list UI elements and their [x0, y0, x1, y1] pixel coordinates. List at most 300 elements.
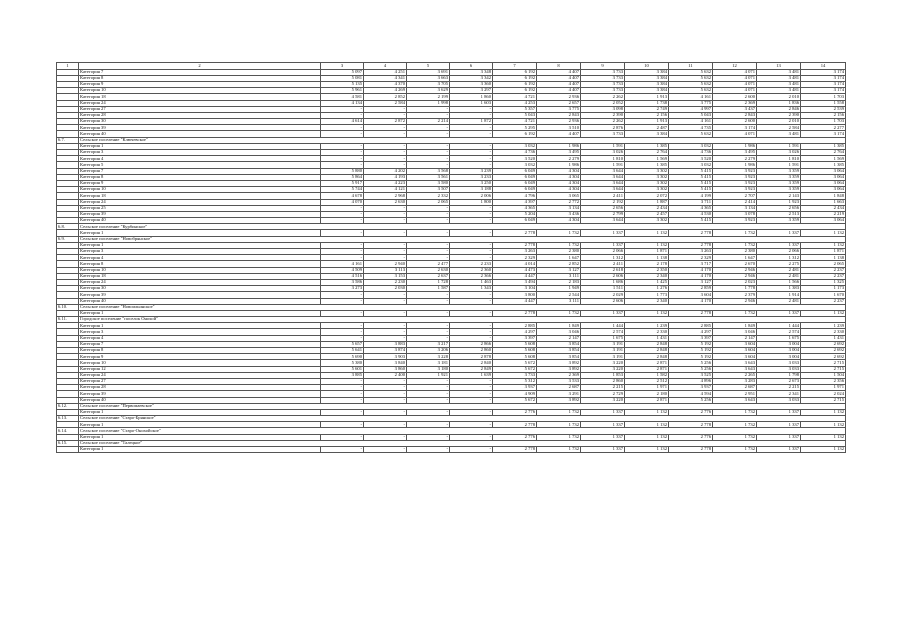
value-cell: 2 885 [669, 323, 713, 329]
value-cell: 2 630 [407, 267, 450, 273]
value-cell: 3 104 [493, 286, 537, 292]
category-label: Категория 1 [79, 422, 321, 428]
column-number-header: 11 [669, 63, 713, 70]
value-cell: 1 732 [537, 310, 581, 316]
value-cell: 1 675 [757, 335, 801, 341]
value-cell: 1 337 [757, 230, 801, 236]
value-cell: 2 380 [537, 249, 581, 255]
value-cell: - [407, 125, 450, 131]
value-cell: 3 174 [801, 131, 846, 137]
value-cell: 1 337 [581, 447, 625, 453]
category-label: Категория 3 [79, 249, 321, 255]
value-cell: 3 359 [757, 187, 801, 193]
value-cell: 2 618 [581, 267, 625, 273]
value-cell: 1 239 [801, 323, 846, 329]
value-cell: 1 132 [801, 310, 846, 316]
value-cell: 1 132 [625, 230, 669, 236]
category-label: Категория 1 [79, 310, 321, 316]
value-cell: 5 632 [669, 131, 713, 137]
value-cell: - [407, 150, 450, 156]
value-cell: 3 800 [493, 292, 537, 298]
value-cell: - [450, 422, 493, 428]
value-cell: 5 601 [321, 366, 364, 372]
value-cell: - [321, 106, 364, 112]
value-cell: 1 949 [537, 286, 581, 292]
value-cell: 1 132 [625, 310, 669, 316]
value-cell: - [364, 211, 407, 217]
table-row [57, 447, 846, 453]
value-cell: 3 228 [407, 354, 450, 360]
value-cell: 5 415 [669, 168, 713, 174]
value-cell: 1 732 [537, 434, 581, 440]
value-cell: 5 312 [493, 378, 537, 384]
value-cell: 5 880 [321, 168, 364, 174]
value-cell: 3 113 [364, 267, 407, 273]
value-cell: 5 192 [669, 354, 713, 360]
value-cell: - [364, 310, 407, 316]
value-cell: 1 337 [757, 242, 801, 248]
value-cell: 1 591 [581, 143, 625, 149]
value-cell: - [364, 230, 407, 236]
value-cell: 3 134 [537, 205, 581, 211]
value-cell: 2 192 [581, 199, 625, 205]
value-cell: 2 215 [757, 385, 801, 391]
column-number-header: 12 [713, 63, 757, 70]
value-cell: 1 276 [625, 286, 669, 292]
value-cell: - [450, 211, 493, 217]
value-cell: 2 180 [625, 391, 669, 397]
value-cell: 3 854 [537, 341, 581, 347]
value-cell: 4 509 [321, 267, 364, 273]
value-cell: - [321, 143, 364, 149]
section-number: 6.7. [57, 137, 79, 143]
value-cell: 2 630 [364, 199, 407, 205]
value-cell: 6 049 [493, 174, 537, 180]
value-cell: 2 369 [713, 100, 757, 106]
section-number: 6.9. [57, 236, 79, 242]
value-cell: 2 871 [625, 360, 669, 366]
value-cell: 3 064 [801, 187, 846, 193]
value-cell: 2 219 [801, 211, 846, 217]
value-cell: 2 776 [669, 409, 713, 415]
value-cell: - [407, 249, 450, 255]
value-cell: 4 447 [493, 298, 537, 304]
value-cell: 3 923 [713, 174, 757, 180]
value-cell: - [321, 125, 364, 131]
category-label: Категория 39 [79, 211, 321, 217]
value-cell: 4 909 [493, 391, 537, 397]
value-cell: 2 024 [801, 391, 846, 397]
value-cell: 2 156 [801, 112, 846, 118]
value-cell: 3 111 [537, 273, 581, 279]
value-cell: 4 161 [321, 261, 364, 267]
value-cell: 4 199 [669, 193, 713, 199]
value-cell: 4 407 [537, 75, 581, 81]
value-cell: 2 330 [625, 329, 669, 335]
category-label: Категория 1 [79, 143, 321, 149]
value-cell: - [321, 409, 364, 415]
value-cell: 3 586 [321, 279, 364, 285]
value-cell: 2 237 [801, 267, 846, 273]
value-cell: 2 776 [493, 409, 537, 415]
value-cell: 2 692 [801, 354, 846, 360]
value-cell: - [450, 249, 493, 255]
value-cell: 3 302 [625, 187, 669, 193]
value-cell: - [407, 447, 450, 453]
value-cell: 6 049 [493, 180, 537, 186]
value-cell: 4 407 [537, 81, 581, 87]
value-cell: 3 644 [581, 187, 625, 193]
value-cell: - [364, 422, 407, 428]
value-cell: 2 360 [450, 267, 493, 273]
value-cell: 1 773 [625, 292, 669, 298]
value-cell: - [450, 106, 493, 112]
value-cell: - [450, 143, 493, 149]
value-cell: 3 644 [581, 218, 625, 224]
value-cell: 2 778 [669, 310, 713, 316]
value-cell: 2 512 [625, 378, 669, 384]
value-cell: 3 384 [625, 131, 669, 137]
value-cell: 1 675 [581, 335, 625, 341]
value-cell: 3 860 [364, 366, 407, 372]
value-cell: 2 147 [713, 335, 757, 341]
value-cell: 3 397 [493, 335, 537, 341]
value-cell: 2 366 [450, 273, 493, 279]
category-label: Категория 1 [79, 242, 321, 248]
value-cell: 2 860 [581, 378, 625, 384]
category-label: Категория 4 [79, 335, 321, 341]
value-cell: 2 764 [801, 150, 846, 156]
value-cell: 3 033 [757, 397, 801, 403]
value-cell: 4 269 [364, 88, 407, 94]
value-cell: - [450, 218, 493, 224]
value-cell: 2 946 [713, 267, 757, 273]
value-cell: 1 566 [757, 279, 801, 285]
value-cell: - [450, 385, 493, 391]
value-cell: 3 191 [581, 354, 625, 360]
value-cell: - [407, 397, 450, 403]
value-cell: 1 337 [757, 434, 801, 440]
value-cell: 2 434 [801, 205, 846, 211]
value-cell: - [321, 378, 364, 384]
value-cell: - [364, 409, 407, 415]
value-cell: 3 663 [407, 75, 450, 81]
value-cell: 4 365 [669, 205, 713, 211]
value-cell: 2 878 [450, 354, 493, 360]
value-cell: 2 356 [801, 378, 846, 384]
value-cell: 1 444 [757, 323, 801, 329]
section-number: 6.10. [57, 304, 79, 310]
value-cell: 4 736 [669, 150, 713, 156]
value-cell: 1 132 [625, 434, 669, 440]
category-label: Категория 39 [79, 292, 321, 298]
value-cell: 2 778 [669, 447, 713, 453]
value-cell: 4 896 [669, 378, 713, 384]
value-cell: 2 778 [669, 242, 713, 248]
value-cell: - [364, 397, 407, 403]
value-cell: - [407, 409, 450, 415]
value-cell: - [321, 391, 364, 397]
value-cell: 1 591 [757, 162, 801, 168]
value-cell: 3 263 [493, 249, 537, 255]
value-cell: 3 629 [407, 88, 450, 94]
value-cell: - [321, 150, 364, 156]
value-cell: 3 892 [537, 360, 581, 366]
value-cell: 2 065 [801, 261, 846, 267]
value-cell: 3 302 [625, 168, 669, 174]
value-cell: 3 481 [757, 88, 801, 94]
value-cell: - [321, 298, 364, 304]
value-cell: 4 304 [537, 218, 581, 224]
value-cell: - [407, 298, 450, 304]
value-cell: 2 477 [407, 261, 450, 267]
value-cell: 2 656 [757, 205, 801, 211]
value-cell: 3 273 [321, 286, 364, 292]
value-cell: 3 206 [407, 348, 450, 354]
value-cell: 3 775 [537, 106, 581, 112]
category-label: Категория 40 [79, 397, 321, 403]
value-cell: - [450, 156, 493, 162]
value-cell: 5 097 [321, 69, 364, 75]
value-cell: 5 192 [669, 341, 713, 347]
value-cell: - [407, 255, 450, 261]
value-cell: 1 913 [625, 94, 669, 100]
category-label: Категория 12 [79, 366, 321, 372]
value-cell: 3 220 [581, 397, 625, 403]
value-cell: 6 049 [493, 187, 537, 193]
value-cell: 1 337 [757, 422, 801, 428]
value-cell: 2 871 [625, 397, 669, 403]
value-cell: 4 530 [669, 211, 713, 217]
value-cell: 3 507 [407, 187, 450, 193]
value-cell: - [364, 329, 407, 335]
settlement-name: Сельское поселение "Первомаевское" [79, 403, 846, 409]
value-cell: 3 883 [364, 341, 407, 347]
value-cell: 1 173 [801, 286, 846, 292]
value-cell: 3 220 [581, 366, 625, 372]
value-cell: - [364, 106, 407, 112]
value-cell: 2 848 [625, 341, 669, 347]
value-cell: 2 574 [757, 329, 801, 335]
value-cell: 1 670 [801, 292, 846, 298]
value-cell: 2 262 [581, 119, 625, 125]
value-cell: 2 687 [537, 385, 581, 391]
value-cell: 1 385 [625, 162, 669, 168]
value-cell: 2 866 [450, 341, 493, 347]
category-label: Категория 7 [79, 168, 321, 174]
value-cell: 2 434 [625, 205, 669, 211]
value-cell: - [450, 125, 493, 131]
value-cell: 1 921 [407, 372, 450, 378]
category-label: Категория 1 [79, 409, 321, 415]
value-cell: - [321, 397, 364, 403]
value-cell: 3 064 [801, 174, 846, 180]
value-cell: - [450, 162, 493, 168]
value-cell: 2 030 [364, 286, 407, 292]
value-cell: 1 732 [713, 230, 757, 236]
value-cell: 4 516 [321, 273, 364, 279]
value-cell: - [407, 156, 450, 162]
value-cell: - [321, 447, 364, 453]
value-cell: 1 971 [801, 385, 846, 391]
value-cell: 1 732 [713, 434, 757, 440]
value-cell: - [321, 434, 364, 440]
value-cell: - [407, 162, 450, 168]
value-cell: 3 495 [537, 150, 581, 156]
value-cell: 3 397 [669, 335, 713, 341]
value-cell: 1 971 [625, 385, 669, 391]
value-cell: 3 065 [537, 193, 581, 199]
value-cell: 2 876 [581, 125, 625, 131]
value-cell: 3 033 [757, 360, 801, 366]
value-cell: - [364, 255, 407, 261]
value-cell: 3 191 [581, 341, 625, 347]
value-cell: 2 487 [625, 125, 669, 131]
value-cell: 4 161 [669, 94, 713, 100]
value-cell: 2 340 [625, 298, 669, 304]
value-cell: 3 384 [625, 88, 669, 94]
value-cell: 1 132 [625, 447, 669, 453]
value-cell: 5 608 [493, 354, 537, 360]
value-cell: 1 732 [537, 447, 581, 453]
value-cell: 1 337 [581, 409, 625, 415]
value-cell: 2 778 [493, 310, 537, 316]
value-cell: 3 174 [713, 125, 757, 131]
category-label: Категория 5 [79, 162, 321, 168]
value-cell: - [450, 205, 493, 211]
value-cell: 2 936 [537, 94, 581, 100]
value-cell: - [321, 218, 364, 224]
value-cell: 5 961 [321, 88, 364, 94]
value-cell: - [407, 211, 450, 217]
value-cell: 4 736 [493, 150, 537, 156]
column-number-header: 3 [321, 63, 364, 70]
value-cell: 1 810 [757, 156, 801, 162]
value-cell: 3 854 [537, 348, 581, 354]
value-cell: 2 940 [364, 261, 407, 267]
value-cell: 5 864 [321, 174, 364, 180]
value-cell: 1 132 [801, 422, 846, 428]
section-number: 6.14. [57, 428, 79, 434]
category-label: Категория 40 [79, 131, 321, 137]
value-cell: 2 871 [625, 366, 669, 372]
value-cell: 2 147 [537, 335, 581, 341]
value-cell: 3 733 [581, 131, 625, 137]
value-cell: 3 348 [450, 69, 493, 75]
value-cell: - [407, 242, 450, 248]
value-cell: 5 415 [669, 180, 713, 186]
value-cell: 5 256 [669, 360, 713, 366]
value-cell: - [407, 112, 450, 118]
column-number-header: 10 [625, 63, 669, 70]
settlement-name: Сельское поселение "Ключевское" [79, 137, 846, 143]
value-cell: - [407, 378, 450, 384]
value-cell: 3 180 [407, 366, 450, 372]
value-cell: 2 843 [713, 112, 757, 118]
value-cell: 4 170 [669, 267, 713, 273]
value-cell: 2 230 [364, 279, 407, 285]
value-cell: 4 161 [669, 119, 713, 125]
value-cell: 2 656 [581, 205, 625, 211]
value-cell: 3 903 [364, 354, 407, 360]
value-cell: 1 337 [757, 409, 801, 415]
value-cell: 5 380 [321, 360, 364, 366]
value-cell: - [407, 292, 450, 298]
value-cell: 2 156 [625, 112, 669, 118]
value-cell: 4 170 [669, 298, 713, 304]
value-cell: - [407, 106, 450, 112]
value-cell: 1 325 [801, 279, 846, 285]
value-cell: 1 849 [537, 323, 581, 329]
value-cell: 3 064 [801, 168, 846, 174]
value-cell: 2 006 [450, 193, 493, 199]
value-cell: - [321, 205, 364, 211]
value-cell: 1 132 [801, 434, 846, 440]
value-cell: 1 986 [537, 143, 581, 149]
value-cell: 3 885 [321, 372, 364, 378]
value-cell: 2 481 [757, 273, 801, 279]
value-cell: - [450, 329, 493, 335]
value-cell: 4 071 [713, 69, 757, 75]
value-cell: 1 343 [450, 286, 493, 292]
value-cell: - [407, 131, 450, 137]
value-cell: 1 914 [757, 292, 801, 298]
settlement-name: Городское поселение "поселок Онохой" [79, 317, 846, 323]
value-cell: 3 384 [625, 75, 669, 81]
value-cell: 2 859 [669, 286, 713, 292]
value-cell: 4 796 [493, 193, 537, 199]
value-cell: 2 749 [625, 106, 669, 112]
value-cell: 1 986 [713, 162, 757, 168]
column-number-header: 13 [757, 63, 801, 70]
value-cell: 1 132 [625, 422, 669, 428]
value-cell: 3 004 [757, 354, 801, 360]
section-number: 6.13. [57, 416, 79, 422]
value-cell: - [321, 255, 364, 261]
value-cell: 5 357 [493, 106, 537, 112]
value-cell: - [321, 422, 364, 428]
column-number-header: 1 [57, 63, 79, 70]
value-cell: 1 986 [537, 162, 581, 168]
category-label: Категория 9 [79, 180, 321, 186]
value-cell: 4 473 [493, 267, 537, 273]
value-cell: 3 360 [450, 81, 493, 87]
value-cell: 5 608 [493, 341, 537, 347]
value-cell: 3 691 [407, 69, 450, 75]
value-cell: 1 138 [801, 255, 846, 261]
value-cell: 3 134 [713, 205, 757, 211]
value-cell: 4 447 [493, 273, 537, 279]
value-cell: 3 291 [537, 391, 581, 397]
value-cell: 2 840 [450, 360, 493, 366]
value-cell: 4 614 [321, 119, 364, 125]
value-cell: 2 279 [537, 156, 581, 162]
value-cell: 3 384 [625, 81, 669, 87]
value-cell: 1 558 [801, 100, 846, 106]
value-cell: 1 732 [713, 242, 757, 248]
value-cell: - [364, 378, 407, 384]
value-cell: 3 174 [801, 88, 846, 94]
value-cell: 2 707 [713, 193, 757, 199]
value-cell: 2 729 [581, 391, 625, 397]
value-cell: 3 153 [364, 273, 407, 279]
value-cell: 2 023 [713, 279, 757, 285]
value-cell: 2 233 [450, 261, 493, 267]
value-cell: 3 854 [537, 354, 581, 360]
category-label: Категория 7 [79, 341, 321, 347]
value-cell: 2 778 [493, 447, 537, 453]
value-cell: 3 078 [713, 211, 757, 217]
